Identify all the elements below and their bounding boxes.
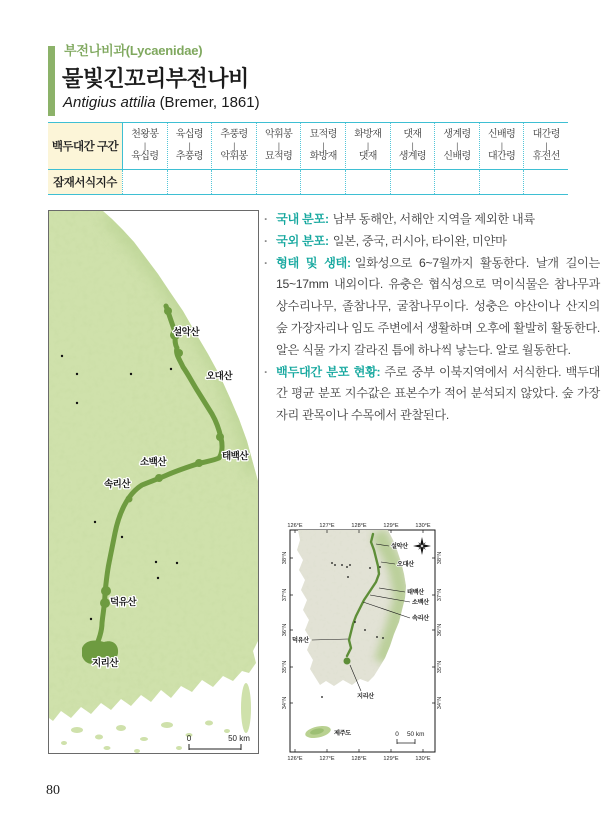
- table-row1-label: 백두대간 구간: [48, 123, 122, 170]
- peak-label: 오대산: [206, 371, 233, 382]
- table-section-cell: 악휘봉 | 묘적령: [256, 123, 301, 170]
- table-section-cell: 화방재 | 댓재: [345, 123, 390, 170]
- longitude-labels-top: [287, 523, 431, 529]
- peak-label: 속리산: [412, 615, 429, 622]
- longitude-labels-bottom: [287, 756, 431, 762]
- svg-text:0: 0: [395, 731, 399, 738]
- svg-text:35°N: 35°N: [437, 660, 443, 674]
- peak-label: 태백산: [407, 589, 424, 596]
- family-accent-bar: [48, 46, 55, 116]
- table-empty-cell: [211, 170, 256, 194]
- svg-text:127°E: 127°E: [319, 756, 335, 762]
- table-empty-cell: [479, 170, 524, 194]
- svg-text:38°N: 38°N: [437, 551, 443, 565]
- jeju-label: 제주도: [334, 730, 351, 737]
- svg-text:128°E: 128°E: [351, 756, 367, 762]
- table-empty-cell: [167, 170, 212, 194]
- scientific-name-binomial: Antigius attilia: [63, 94, 156, 111]
- bullet-icon: ·: [264, 364, 268, 379]
- species-title: 물빛긴꼬리부전나비: [62, 66, 249, 91]
- info-baekdudaegan-status: · 백두대간 분포 현황: 주로 중부 이북지역에서 서식한다. 백두대간 평균 분포 지수값은 표본수가 적어 분석되지 않았다. 숲 가장자리 관목이나 수목에서 관찰된다.: [262, 362, 600, 427]
- svg-text:126°E: 126°E: [287, 756, 303, 762]
- bullet-icon: ·: [264, 233, 268, 248]
- table-row2-label: 잠재서식지수: [48, 170, 122, 194]
- svg-text:50 km: 50 km: [407, 731, 425, 738]
- table-section-cell: 묘적령 | 화방재: [300, 123, 345, 170]
- table-empty-cell: [390, 170, 435, 194]
- table-empty-cell: [256, 170, 301, 194]
- bullet-icon: ·: [264, 212, 268, 226]
- svg-text:126°E: 126°E: [287, 523, 303, 529]
- table-section-cell: 신배령 | 대간령: [479, 123, 524, 170]
- svg-text:34°N: 34°N: [437, 696, 443, 710]
- svg-text:36°N: 36°N: [437, 623, 443, 637]
- info-foreign-distribution: · 국외 분포: 일본, 중국, 러시아, 타이완, 미얀마: [262, 231, 600, 253]
- peak-label: 설악산: [173, 327, 200, 338]
- svg-text:35°N: 35°N: [282, 660, 288, 674]
- table-empty-cell: [523, 170, 568, 194]
- latitude-labels-left: [282, 552, 288, 710]
- peak-label: 속리산: [104, 479, 131, 490]
- peak-label: 덕유산: [110, 597, 137, 608]
- info-morphology-ecology: · 형태 및 생태: 일화성으로 6~7월까지 활동한다. 날개 길이는 15~17mm 내외이다. 유충은 협식성으로 먹이식물은 참나무과 상수리나무, 졸참나무, 굴참나무이다. 성충은 야산이나 산지의 숲 가장자리나 임도 주변에서 생활하며 오후에 활발히 활동한다. 알은 식물 가지 갈라진 틈에 하나씩 낳는다. 알로 월동한다.: [262, 253, 600, 362]
- table-empty-cell: [122, 170, 167, 194]
- svg-text:34°N: 34°N: [282, 696, 288, 710]
- family-name: 부전나비과(Lycaenidae): [64, 43, 203, 58]
- svg-text:130°E: 130°E: [415, 756, 431, 762]
- svg-text:0: 0: [186, 734, 192, 743]
- svg-text:50 km: 50 km: [228, 734, 250, 743]
- svg-text:129°E: 129°E: [383, 523, 399, 529]
- peak-label: 소백산: [412, 599, 429, 606]
- peak-label: 설악산: [391, 543, 408, 550]
- svg-text:37°N: 37°N: [282, 588, 288, 602]
- svg-text:130°E: 130°E: [415, 523, 431, 529]
- scientific-name-author: (Bremer, 1861): [159, 94, 260, 111]
- table-section-cell: 육십령 | 추풍령: [167, 123, 212, 170]
- bullet-icon: ·: [264, 255, 268, 270]
- table-empty-cell: [345, 170, 390, 194]
- peak-label: 지리산: [357, 693, 374, 700]
- species-info-list: [262, 209, 600, 427]
- svg-text:38°N: 38°N: [282, 551, 288, 565]
- baekdudaegan-section-table: [48, 122, 568, 195]
- table-section-cell: 천왕봉 | 육십령: [122, 123, 167, 170]
- page-number: 80: [46, 783, 60, 798]
- table-empty-cell: [434, 170, 479, 194]
- table-section-cell: 대간령 | 휴전선: [523, 123, 568, 170]
- svg-text:127°E: 127°E: [319, 523, 335, 529]
- peak-label: 덕유산: [292, 637, 309, 644]
- latitude-labels-right: [437, 552, 443, 710]
- table-section-cell: 생계령 | 신배령: [434, 123, 479, 170]
- locator-map: [280, 522, 455, 774]
- svg-text:129°E: 129°E: [383, 756, 399, 762]
- scientific-name: [63, 94, 260, 111]
- table-section-cell: 추풍령 | 악휘봉: [211, 123, 256, 170]
- peak-label: 소백산: [140, 457, 167, 468]
- table-section-cell: 댓재 | 생계령: [390, 123, 435, 170]
- peak-label: 지리산: [92, 658, 119, 669]
- svg-text:36°N: 36°N: [282, 623, 288, 637]
- info-domestic-distribution: · 국내 분포: 남부 동해안, 서해안 지역을 제외한 내륙: [262, 209, 600, 231]
- peak-label: 태백산: [222, 451, 249, 462]
- peak-label: 오대산: [397, 561, 414, 568]
- table-empty-cell: [300, 170, 345, 194]
- main-distribution-map: [48, 210, 259, 754]
- svg-text:37°N: 37°N: [437, 588, 443, 602]
- svg-text:128°E: 128°E: [351, 523, 367, 529]
